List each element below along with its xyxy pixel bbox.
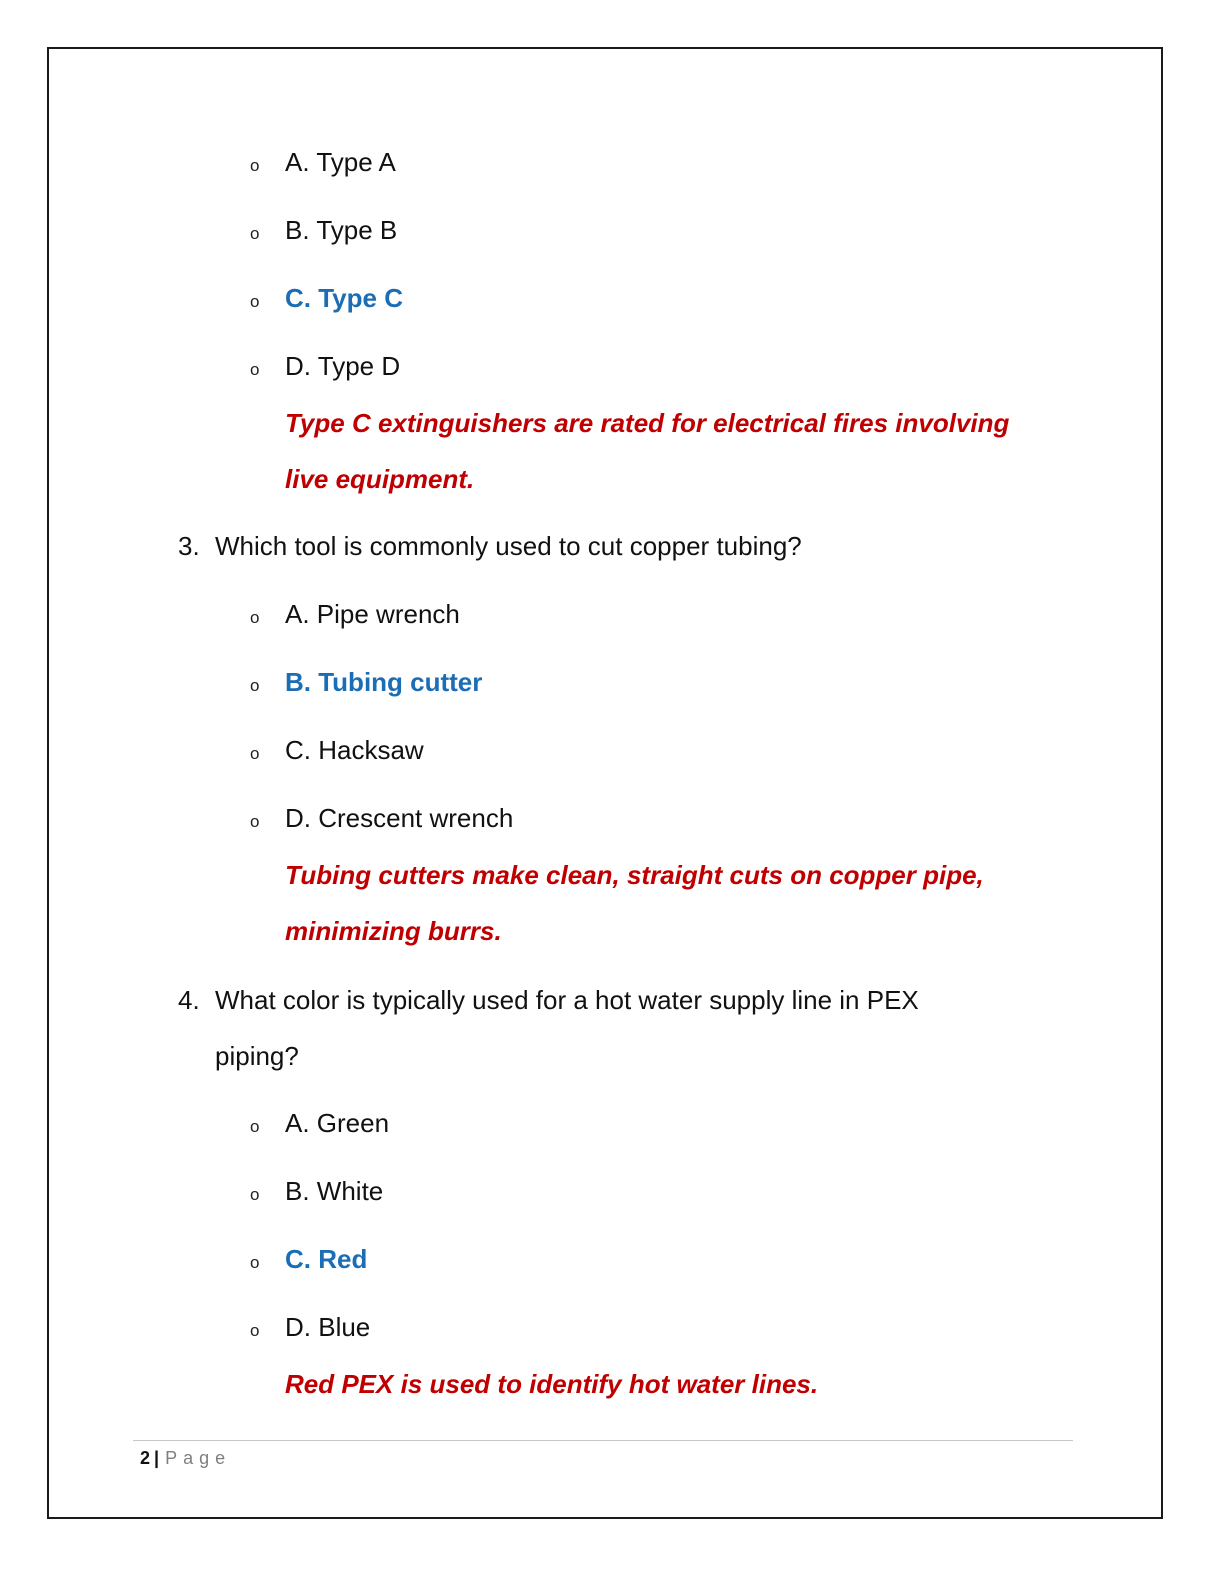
- footer-separator: |: [154, 1448, 160, 1468]
- q2-explanation-line-1: Type C extinguishers are rated for electrical fires involving: [285, 408, 1010, 438]
- q3-option-c: C. Hacksaw: [285, 735, 424, 765]
- q4-option-c-correct: C. Red: [285, 1244, 368, 1274]
- q3-option-d: D. Crescent wrench: [285, 803, 514, 833]
- q3-number: 3.: [178, 531, 200, 561]
- q3-question: Which tool is commonly used to cut copper tubing?: [215, 531, 802, 561]
- q4-explanation-line-1: Red PEX is used to identify hot water lines.: [285, 1369, 819, 1399]
- bullet-icon: o: [250, 608, 260, 627]
- bullet-icon: o: [250, 292, 260, 311]
- bullet-icon: o: [250, 1185, 260, 1204]
- q3-option-a: A. Pipe wrench: [285, 599, 460, 629]
- page-label: Page: [165, 1448, 232, 1468]
- bullet-icon: o: [250, 1117, 260, 1136]
- q2-option-d: D. Type D: [285, 351, 401, 381]
- bullet-icon: o: [250, 156, 260, 175]
- q2-option-b: B. Type B: [285, 215, 398, 245]
- q4-option-d: D. Blue: [285, 1312, 371, 1342]
- bullet-icon: o: [250, 812, 260, 831]
- page-border: [47, 47, 1163, 1519]
- q2-option-a: A. Type A: [285, 147, 396, 177]
- q3-option-b-correct: B. Tubing cutter: [285, 667, 483, 697]
- q3-explanation-line-2: minimizing burrs.: [285, 916, 502, 946]
- q4-number: 4.: [178, 985, 200, 1015]
- bullet-icon: o: [250, 744, 260, 763]
- page-footer: [140, 1446, 231, 1470]
- footer-divider: [133, 1440, 1073, 1441]
- bullet-icon: o: [250, 224, 260, 243]
- q2-option-c-correct: C. Type C: [285, 283, 403, 313]
- q4-question-line-2: piping?: [215, 1041, 299, 1071]
- q3-explanation-line-1: Tubing cutters make clean, straight cuts on copper pipe,: [285, 860, 984, 890]
- bullet-icon: o: [250, 1253, 260, 1272]
- q4-option-a: A. Green: [285, 1108, 390, 1138]
- bullet-icon: o: [250, 676, 260, 695]
- q4-question-line-1: What color is typically used for a hot water supply line in PEX: [215, 985, 919, 1015]
- q4-option-b: B. White: [285, 1176, 384, 1206]
- page-number: 2: [140, 1448, 151, 1468]
- bullet-icon: o: [250, 360, 260, 379]
- q2-explanation-line-2: live equipment.: [285, 464, 475, 494]
- bullet-icon: o: [250, 1321, 260, 1340]
